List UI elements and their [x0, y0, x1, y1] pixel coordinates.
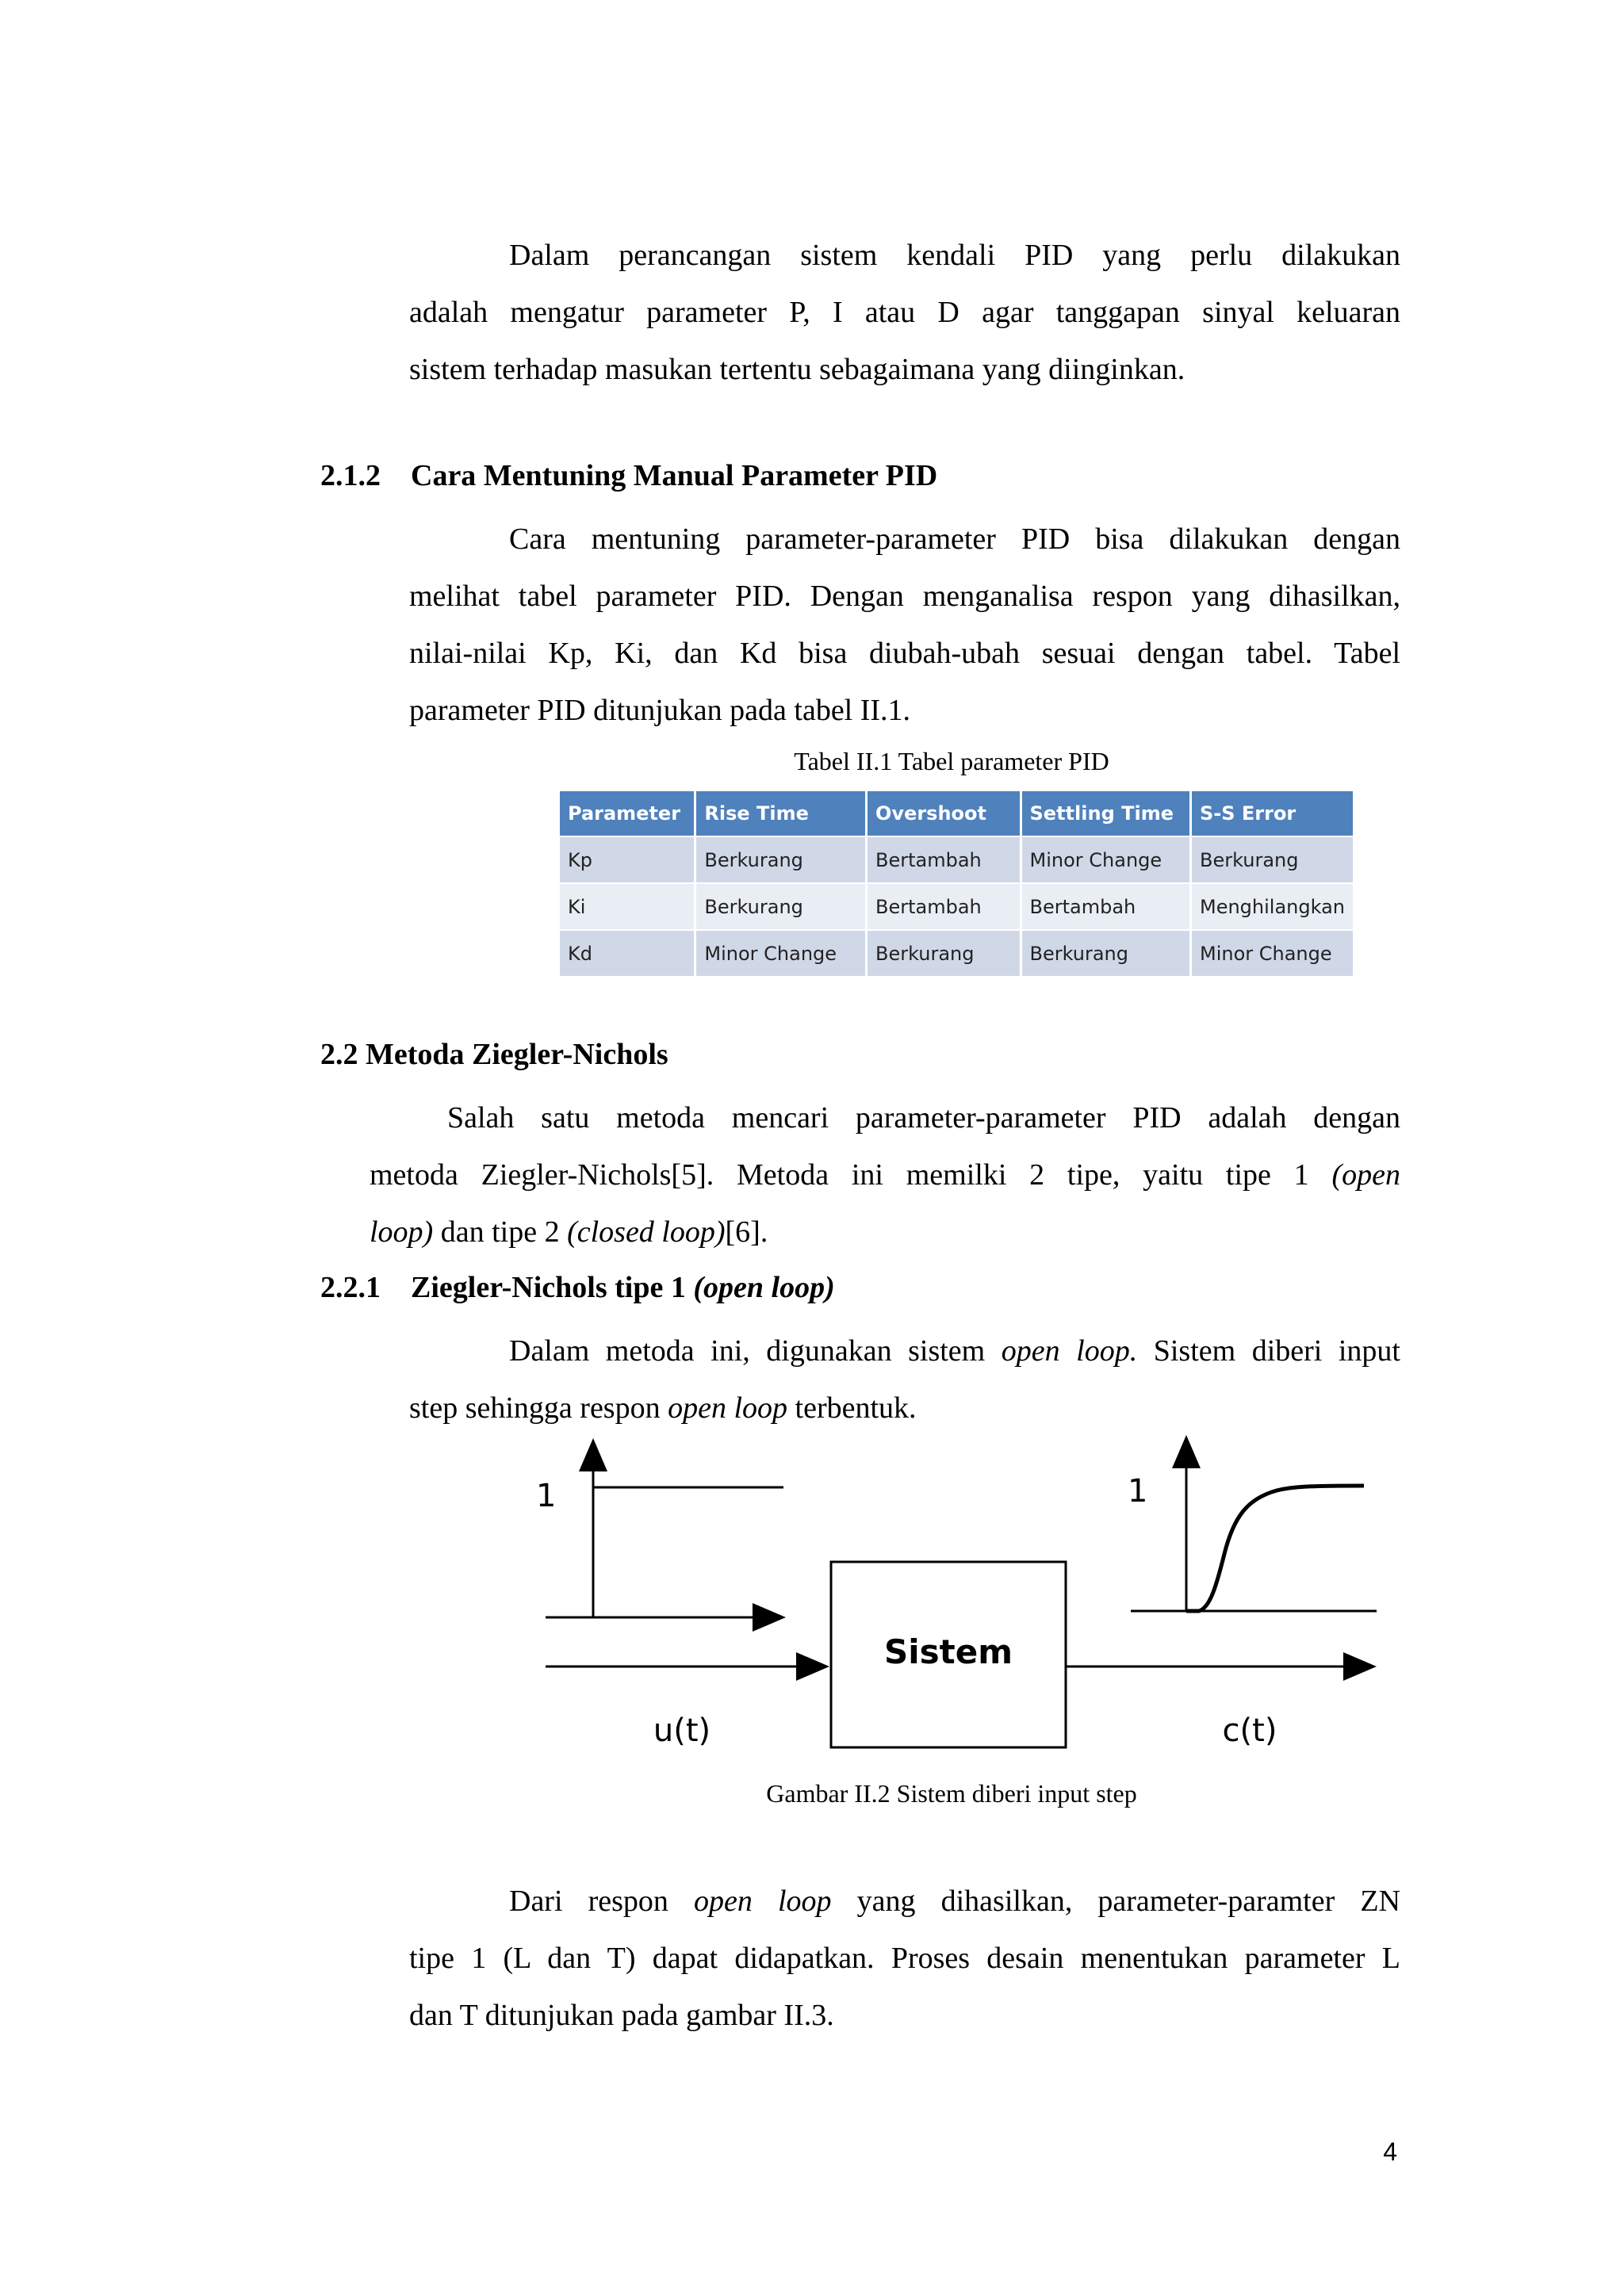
- table-caption: Tabel II.1 Tabel parameter PID: [794, 747, 1109, 775]
- text-line: [370, 1203, 1400, 1261]
- output-response-curve: [1186, 1486, 1364, 1611]
- text-line: [409, 1322, 1400, 1380]
- section-title: Cara Mentuning Manual Parameter PID: [411, 459, 938, 492]
- table-cell: Minor Change: [1190, 930, 1353, 976]
- text-line: [370, 1146, 1400, 1203]
- text-line: tipe 1 (L dan T) dapat didapatkan. Proses desain menentukan parameter L: [409, 1942, 1400, 1975]
- paragraph-open-loop: [409, 1322, 1400, 1437]
- table-cell: Bertambah: [1021, 883, 1190, 930]
- table-cell: Bertambah: [867, 836, 1021, 883]
- table-header-cell: S-S Error: [1190, 791, 1353, 836]
- text-line: melihat tabel parameter PID. Dengan menganalisa respon yang dihasilkan,: [409, 580, 1400, 613]
- text-run: Sistem diberi input: [1137, 1334, 1400, 1368]
- text-run: step sehingga respon: [409, 1391, 668, 1425]
- text-run: [6].: [725, 1215, 768, 1249]
- table-cell: Bertambah: [867, 883, 1021, 930]
- table-cell: Berkurang: [1021, 930, 1190, 976]
- table-header-cell: Rise Time: [695, 791, 867, 836]
- output-level-label: 1: [1128, 1473, 1148, 1510]
- text-run-italic: open loop: [668, 1391, 788, 1425]
- text-line: Dalam perancangan sistem kendali PID yang perlu dilakukan: [509, 239, 1400, 272]
- text-run: metoda Ziegler-Nichols[5]. Metoda ini memilki 2 tipe, yaitu tipe 1: [370, 1158, 1332, 1192]
- section-heading-2-1-2: [320, 458, 937, 493]
- table-cell: Menghilangkan: [1190, 883, 1353, 930]
- text-line: dan T ditunjukan pada gambar II.3.: [409, 1999, 834, 2032]
- output-response-plot: [1128, 1440, 1377, 1611]
- section-title-italic: (open loop): [693, 1271, 835, 1304]
- text-run: terbentuk.: [787, 1391, 917, 1425]
- section-number: 2.1.2: [320, 459, 381, 492]
- text-run-italic: (open: [1331, 1158, 1400, 1192]
- input-step-plot: [536, 1443, 783, 1617]
- paragraph-response: [409, 1873, 1400, 2044]
- text-line: Cara mentuning parameter-parameter PID bisa dilakukan dengan: [509, 522, 1400, 556]
- text-run: Dari respon: [509, 1885, 695, 1918]
- text-run: dan tipe 2: [433, 1215, 568, 1249]
- table-header-cell: Overshoot: [867, 791, 1021, 836]
- text-run-italic: open loop: [694, 1885, 832, 1918]
- section-heading-2-2: 2.2 Metoda Ziegler-Nichols: [320, 1038, 668, 1071]
- section-number: 2.2.1: [320, 1271, 381, 1304]
- output-signal-label: c(t): [1222, 1712, 1277, 1749]
- table-cell: Minor Change: [695, 930, 867, 976]
- table-cell: Berkurang: [867, 930, 1021, 976]
- text-line: sistem terhadap masukan tertentu sebagaimana yang diinginkan.: [409, 353, 1185, 386]
- text-run-italic: loop): [370, 1215, 434, 1249]
- table-header-cell: Parameter: [560, 791, 695, 836]
- table-cell: Berkurang: [695, 883, 867, 930]
- input-signal-label: u(t): [653, 1712, 711, 1749]
- text-line: [409, 1873, 1400, 1930]
- diagram-svg: [523, 1427, 1396, 1760]
- text-run-italic: open loop.: [1001, 1334, 1138, 1368]
- table-cell: Minor Change: [1021, 836, 1190, 883]
- text-line: adalah mengatur parameter P, I atau D agar tanggapan sinyal keluaran: [409, 296, 1400, 329]
- table-header-row: [560, 791, 1353, 836]
- paragraph-manual-tuning: [409, 511, 1400, 739]
- system-block-label: Sistem: [884, 1632, 1013, 1671]
- section-title: Ziegler-Nichols tipe 1: [411, 1271, 694, 1304]
- pid-parameter-table: [560, 791, 1353, 976]
- text-run: yang dihasilkan, parameter-paramter ZN: [831, 1885, 1400, 1918]
- figure-caption: Gambar II.2 Sistem diberi input step: [766, 1779, 1137, 1808]
- page-number: 4: [1383, 2137, 1397, 2166]
- table-cell: Berkurang: [695, 836, 867, 883]
- text-line: parameter PID ditunjukan pada tabel II.1.: [409, 694, 911, 727]
- paragraph-ziegler-nichols: [370, 1089, 1400, 1261]
- table-row: [560, 836, 1353, 883]
- paragraph-intro: [409, 227, 1400, 398]
- figure-step-input-system: [523, 1427, 1396, 1760]
- table-cell: Ki: [560, 883, 695, 930]
- table-cell: Berkurang: [1190, 836, 1353, 883]
- text-run-italic: (closed loop): [567, 1215, 726, 1249]
- table-cell: Kp: [560, 836, 695, 883]
- table-row: [560, 883, 1353, 930]
- text-line: Salah satu metoda mencari parameter-parameter PID adalah dengan: [447, 1101, 1400, 1135]
- table-header-cell: Settling Time: [1021, 791, 1190, 836]
- text-line: nilai-nilai Kp, Ki, dan Kd bisa diubah-ubah sesuai dengan tabel. Tabel: [409, 637, 1400, 670]
- input-level-label: 1: [536, 1478, 557, 1514]
- text-run: Dalam metoda ini, digunakan sistem: [509, 1334, 1002, 1368]
- table-cell: Kd: [560, 930, 695, 976]
- signal-path: [546, 1562, 1372, 1749]
- section-heading-2-2-1: [320, 1270, 835, 1305]
- table-row: [560, 930, 1353, 976]
